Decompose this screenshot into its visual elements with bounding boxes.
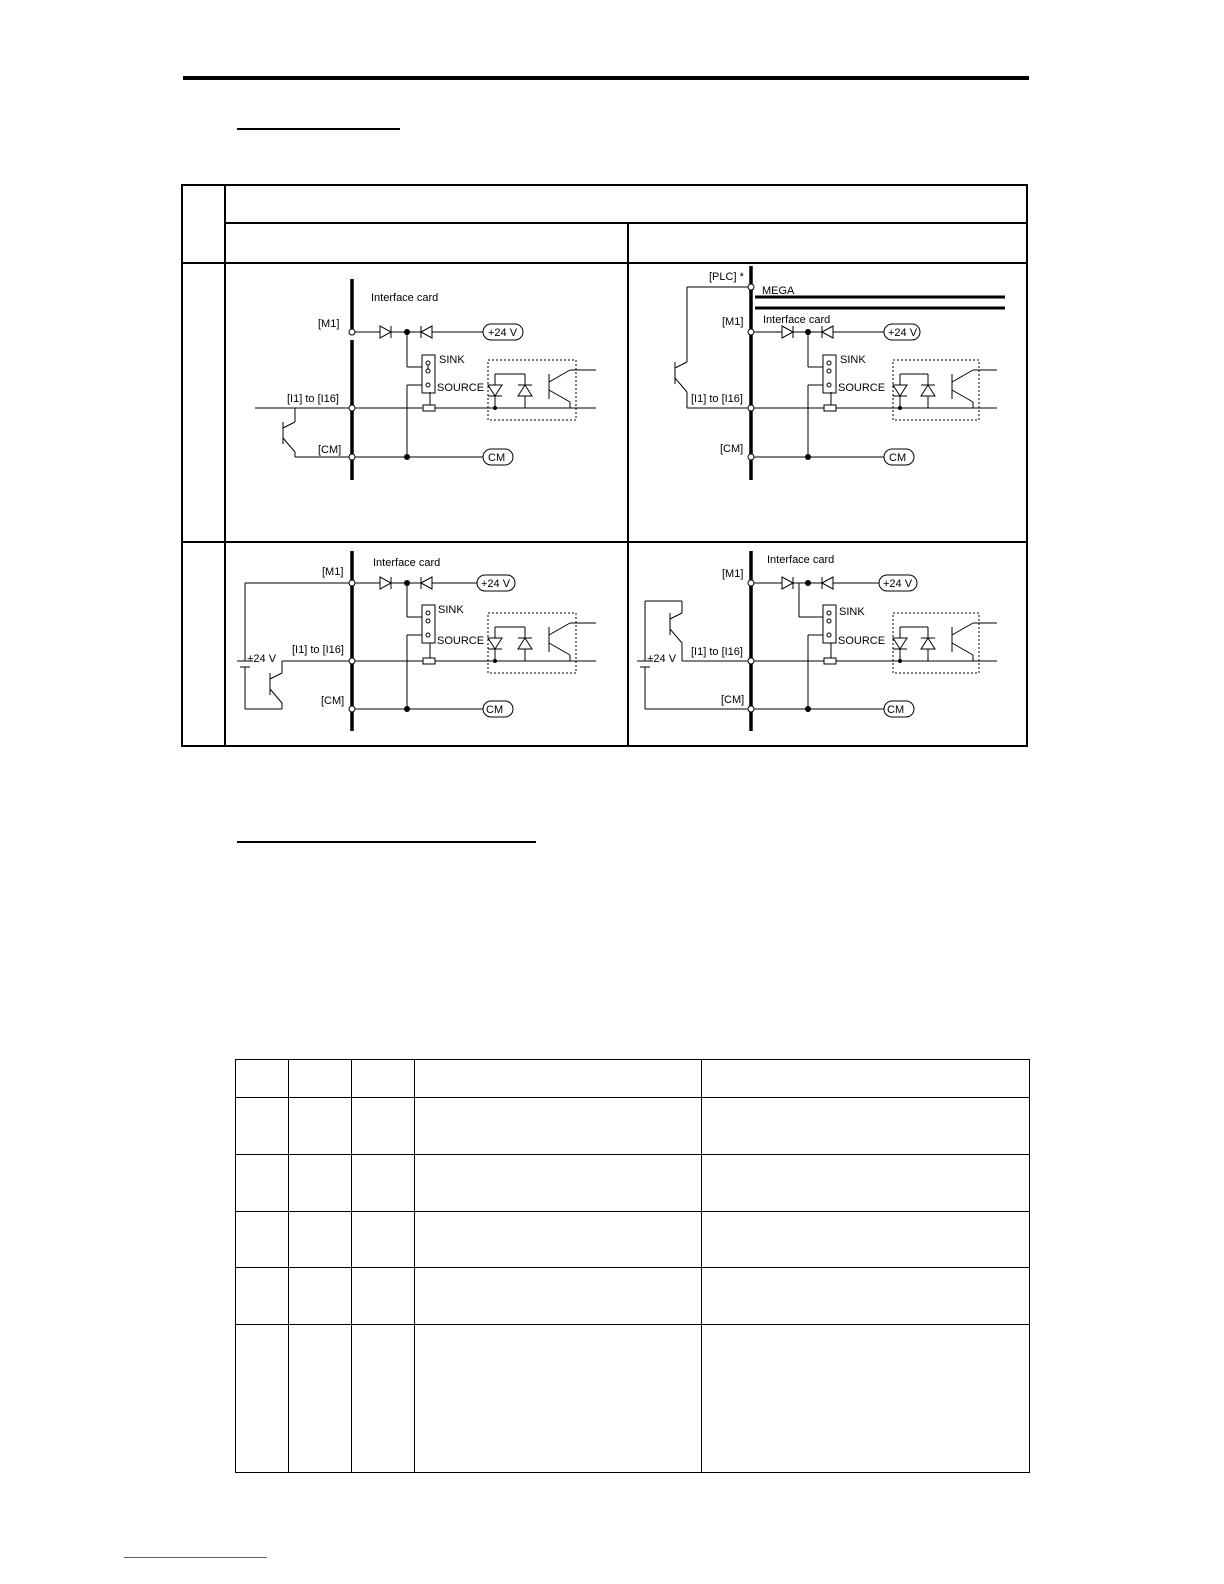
section-heading-underline-1: [237, 128, 400, 130]
table-cell: [702, 1154, 1030, 1211]
plus24v-label: +24 V: [488, 327, 518, 339]
sink-label: SINK: [839, 606, 865, 618]
plus24v-label: +24 V: [481, 578, 511, 590]
table-header-cell: [702, 1060, 1030, 1098]
plc-label: [PLC] *: [709, 271, 744, 283]
table-cell: [289, 1097, 352, 1154]
table-header-cell: [352, 1060, 415, 1098]
footnote-link-underline[interactable]: [124, 1557, 267, 1558]
table-cell: [289, 1154, 352, 1211]
wiring-diagram-sink-internal: [225, 262, 625, 540]
table-cell: [289, 1268, 352, 1325]
section-heading-underline-2: [237, 841, 536, 843]
sink-label: SINK: [840, 354, 866, 366]
table-header-cell: [289, 1060, 352, 1098]
table-cell: [352, 1097, 415, 1154]
table-cell: [352, 1211, 415, 1268]
sink-label: SINK: [438, 604, 464, 616]
table-cell: [702, 1268, 1030, 1325]
plus24v-supply-label: +24 V: [647, 653, 677, 665]
table-cell: [415, 1097, 702, 1154]
m1-label: [M1]: [722, 316, 744, 328]
i1-to-i16-label: [I1] to [I16]: [292, 644, 344, 656]
table-cell: [702, 1325, 1030, 1473]
interface-card-label: Interface card: [373, 557, 441, 569]
table-cell: [415, 1325, 702, 1473]
m1-label: [M1]: [722, 568, 744, 580]
plus24v-label: +24 V: [888, 327, 918, 339]
cm-terminal-label: [CM]: [321, 695, 345, 707]
table-cell: [415, 1211, 702, 1268]
table-divider: [224, 222, 1026, 224]
cm-label: CM: [488, 452, 506, 464]
table-row: [236, 1268, 1030, 1325]
sink-label: SINK: [439, 354, 465, 366]
interface-card-label: Interface card: [763, 314, 831, 326]
table-header-row: [236, 1060, 1030, 1098]
cm-label: CM: [887, 704, 905, 716]
source-label: SOURCE: [437, 635, 485, 647]
table-cell: [415, 1268, 702, 1325]
table-cell: [236, 1154, 289, 1211]
i1-to-i16-label: [I1] to [I16]: [691, 393, 743, 405]
source-label: SOURCE: [437, 382, 485, 394]
table-cell: [352, 1325, 415, 1473]
table-row: [236, 1211, 1030, 1268]
wiring-diagram-external-supply-sink: [225, 543, 625, 743]
table-cell: [352, 1268, 415, 1325]
source-label: SOURCE: [838, 382, 886, 394]
table-row: [236, 1097, 1030, 1154]
table-cell: [236, 1325, 289, 1473]
source-label: SOURCE: [838, 635, 886, 647]
i1-to-i16-label: [I1] to [I16]: [287, 393, 339, 405]
cm-terminal-label: [CM]: [720, 443, 744, 455]
interface-card-label: Interface card: [371, 292, 439, 304]
table-header-cell: [236, 1060, 289, 1098]
table-cell: [236, 1211, 289, 1268]
i1-to-i16-label: [I1] to [I16]: [691, 646, 743, 658]
m1-label: [M1]: [318, 318, 340, 330]
wiring-diagram-sink-plc: [627, 262, 1025, 540]
cm-terminal-label: [CM]: [318, 444, 342, 456]
table-cell: [236, 1268, 289, 1325]
table-cell: [702, 1097, 1030, 1154]
table-header-cell: [415, 1060, 702, 1098]
wiring-diagram-external-supply-source: [627, 543, 1025, 743]
table-row: [236, 1154, 1030, 1211]
table-cell: [289, 1325, 352, 1473]
table-row: [236, 1325, 1030, 1473]
m1-label: [M1]: [322, 566, 344, 578]
top-rule: [183, 76, 1029, 80]
table-cell: [702, 1211, 1030, 1268]
table-cell: [415, 1154, 702, 1211]
table-cell: [352, 1154, 415, 1211]
interface-card-label: Interface card: [767, 554, 835, 566]
cm-label: CM: [889, 452, 907, 464]
table-cell: [289, 1211, 352, 1268]
data-table: [235, 1059, 1030, 1473]
cm-label: CM: [486, 704, 504, 716]
table-cell: [236, 1097, 289, 1154]
plus24v-supply-label: +24 V: [247, 653, 277, 665]
cm-terminal-label: [CM]: [721, 694, 745, 706]
mega-label: MEGA: [762, 285, 795, 297]
plus24v-label: +24 V: [883, 578, 913, 590]
